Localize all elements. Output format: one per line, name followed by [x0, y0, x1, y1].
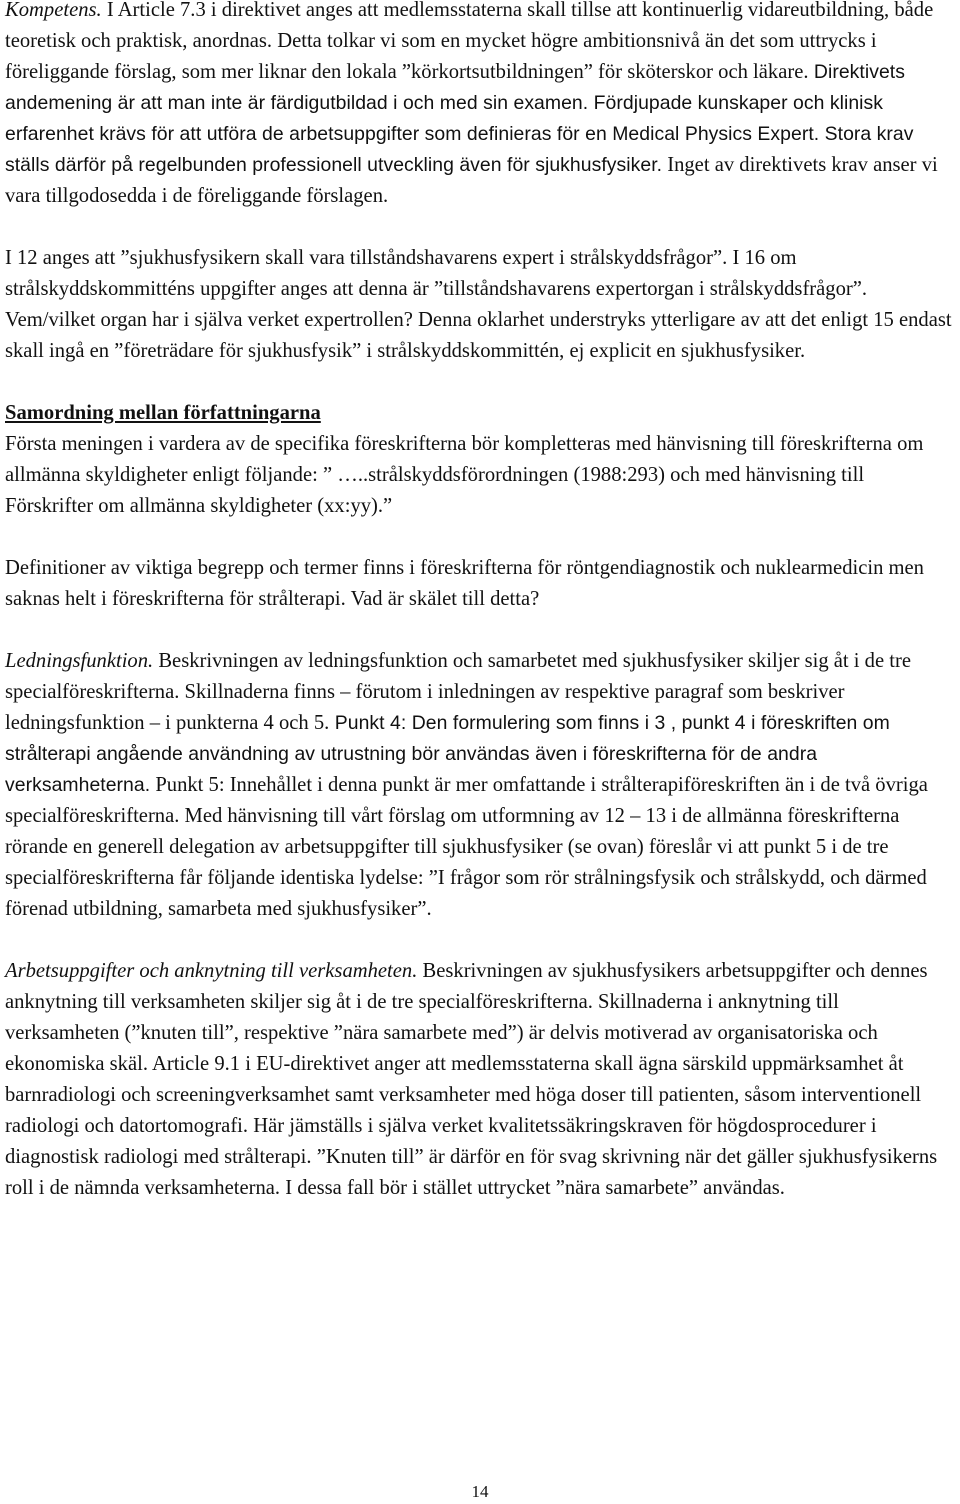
paragraph-text-sans: Punkt 4: Den formulering som finns i 3 , punkt 4 i föreskriften om strålterapi angående användning av utrustning bör användas även i föreskrifterna för de andra verksamheterna. [5, 712, 890, 796]
document-page [5, 0, 955, 1204]
paragraph-text: Inget av direktivets krav anser vi vara tillgodosedda i de föreliggande förslagen. [5, 154, 938, 207]
paragraph-kompetens [5, 0, 955, 212]
paragraph-text: Skillnaderna i anknytning till verksamheten (”knuten till”, respektive ”nära samarbete med”) är delvis motiverad av organisatoriska och ekonomiska skäl. Article 9.1 i EU-direktivet anger att medlemsstaterna skall ägna särskild uppmärksamhet åt barnradiologi och screeningverksamhet samt verksamheter med höga doser till patienten, såsom interventionell radiologi och datortomografi. Här jämställs i själva verket kvalitetssäkringskraven för högdosprocedurer i diagnostisk radiologi med strålterapi. ”Knuten till” är därför en för svag skrivning när det gäller sjukhusfysikerns roll i de nämnda verksamheterna. I dessa fall bör i stället uttrycket ”nära samarbete” användas. [5, 991, 938, 1199]
section-heading: Samordning mellan författningarna [5, 402, 321, 424]
paragraph-text: Punkt 5: Innehållet i denna punkt är mer omfattande i strålterapiföreskriften än i de två övriga specialföreskrifterna. [5, 774, 928, 827]
paragraph-text: I Article 7.3 i direktivet anges att medlemsstaterna skall tillse att kontinuerlig vidareutbildning, både teoretisk och praktisk, anordnas. Detta tolkar vi som en mycket högre ambitionsnivå än det som uttrycks i föreliggande förslag, som mer liknar den lokala ”körkortsutbildningen” för sköterskor och läkare. [5, 0, 934, 83]
paragraph-text-sans: Direktivets andemening är att man inte är färdigutbildad i och med sin examen. Fördjupade kunskaper och klinisk erfarenhet krävs för att utföra de arbetsuppgifter som definieras för en Medical Physics Expert. Stora krav ställs därför på regelbunden professionell utveckling även för sjukhusfysiker. [5, 61, 914, 176]
paragraph-lead: Arbetsuppgifter och anknytning till verksamheten. [5, 960, 418, 982]
paragraph-lead: Ledningsfunktion. [5, 650, 154, 672]
paragraph-samordning: Första meningen i vardera av de specifika föreskrifterna bör kompletteras med hänvisning till föreskrifterna om allmänna skyldigheter enligt följande: ” …..strålskyddsförordningen (1988:293) och med hänvisning till Förskrifter om allmänna skyldigheter (xx:yy).” [5, 433, 924, 517]
paragraph-expert: I 12 anges att ”sjukhusfysikern skall vara tillståndshavarens expert i strålskyddsfrågor”. I 16 om strålskyddskommitténs uppgifter anges att denna är ”tillståndshavarens expertorgan i strålskyddsfrågor”. Vem/vilket organ har i själva verket expertrollen? Denna oklarhet understryks ytterligare av att det enligt 15 endast skall ingå en ”företrädare för sjukhusfysik” i strålskyddskommittén, ej explicit en sjukhusfysiker. [5, 247, 952, 362]
paragraph-text: Beskrivningen av sjukhusfysikers arbetsuppgifter och dennes anknytning till verksamheten skiljer sig åt i de tre specialföreskrifterna. [5, 960, 928, 1013]
paragraph-arbetsuppgifter [5, 956, 955, 1204]
paragraph-text: Beskrivningen av ledningsfunktion och samarbetet med sjukhusfysiker skiljer sig åt i de tre specialföreskrifterna. Skillnaderna finns – förutom i inledningen av respektive paragraf som beskriver ledningsfunktion – i punkterna 4 och 5. [5, 650, 911, 734]
paragraph-text: Med hänvisning till vårt förslag om utformning av 12 – 13 i de allmänna föreskrifterna rörande en generell delegation av arbetsuppgifter till sjukhusfysiker (se ovan) föreslår vi att punkt 5 i de tre specialföreskrifterna får följande identiska lydelse: ”I frågor som rör strålningsfysik och strålskydd, och därmed förenad utbildning, samarbeta med sjukhusfysiker”. [5, 805, 927, 920]
paragraph-lead: Kompetens. [5, 0, 102, 21]
paragraph-ledningsfunktion [5, 646, 955, 925]
paragraph-definitioner: Definitioner av viktiga begrepp och termer finns i föreskrifterna för röntgendiagnostik och nuklearmedicin men saknas helt i föreskrifterna för strålterapi. Vad är skälet till detta? [5, 557, 924, 610]
page-number: 14 [471, 1482, 489, 1501]
